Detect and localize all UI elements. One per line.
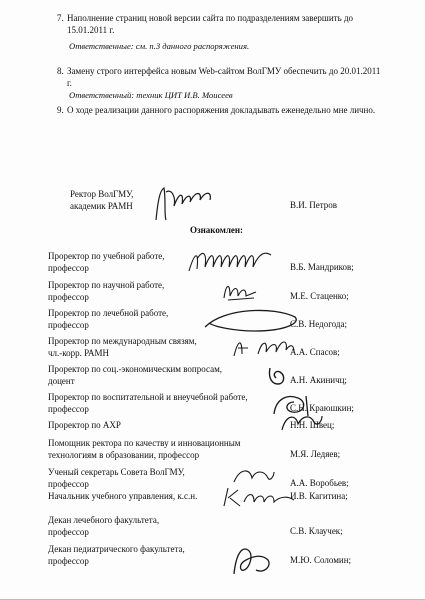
item-8 <box>57 66 397 90</box>
signatory-name: М.Я. Ледяев; <box>290 449 341 459</box>
item-text: Наполнение страниц новой версии сайта по подразделениям завершить до 15.01.2011 г. <box>67 13 354 35</box>
signatory-role: Проректор по научной работе, <box>48 280 165 290</box>
signatory-role: Проректор по АХР <box>48 420 121 430</box>
rector-signature-icon <box>150 180 220 226</box>
rector-line2: академик РАМН <box>70 200 133 211</box>
signature-icon <box>276 410 326 434</box>
item-number: 8. <box>57 66 64 76</box>
signature-icon <box>185 245 275 275</box>
signatory-name: А.Н. Акиничц; <box>290 375 347 385</box>
item-text: О ходе реализации данного распоряжения докладывать еженедельно мне лично. <box>67 105 376 115</box>
signatory-name: А.А. Спасов; <box>290 347 340 357</box>
signatory-name: В.Б. Мандриков; <box>290 262 354 272</box>
rector-line1: Ректор ВолГМУ, <box>70 189 134 199</box>
signatory-role: Декан лечебного факультета, <box>48 515 160 525</box>
signatory-name: А.А. Воробьев; <box>290 478 349 488</box>
item-9 <box>57 105 397 129</box>
rector-name: В.И. Петров <box>290 200 338 210</box>
signatory-degree: профессор <box>48 526 89 537</box>
signatory-degree: доцент <box>48 375 75 386</box>
signatory-role: Проректор по соц.-экономическим вопросам, <box>48 364 223 374</box>
signatory-role: Проректор по воспитательной и внеучебной работе, <box>48 392 248 402</box>
item-number: 7. <box>57 13 64 23</box>
signatory-degree: профессор <box>48 291 89 302</box>
signature-icon <box>218 482 298 512</box>
item-7 <box>57 13 397 37</box>
signatory-degree: технологиям в образовании, профессор <box>48 449 200 460</box>
signatory-name: С.Н. Краюшкин; <box>290 403 354 413</box>
signatory-degree: профессор <box>48 319 89 330</box>
signature-icon <box>228 540 274 580</box>
signature-icon <box>228 330 298 362</box>
signatory-degree: профессор <box>48 555 89 566</box>
signatory-degree: профессор <box>48 403 89 414</box>
item-text: Замену строго интерфейса новым Web-сайтом ВолГМУ обеспечить до 20.01.2011 г. <box>67 66 381 88</box>
signature-icon <box>264 364 290 388</box>
signatory-name: С.В. Клаучек; <box>290 526 343 536</box>
signatory-role: Проректор по международным связям, <box>48 336 197 346</box>
signatory-name: М.Е. Стаценко; <box>290 291 349 301</box>
item-number: 9. <box>57 105 64 115</box>
signatory-role: Начальник учебного управления, к.с.н. <box>48 491 198 501</box>
signatory-name: Н.Н. Швец; <box>290 420 335 430</box>
signatory-role: Проректор по учебной работе, <box>48 251 165 261</box>
item-7-responsible: Ответственные: см. п.3 данного распоряжения. <box>69 41 250 51</box>
signatory-role: Ученый секретарь Совета ВолГМУ, <box>48 467 185 477</box>
signatory-degree: профессор <box>48 262 89 273</box>
rector-title <box>70 189 133 212</box>
signatory-name: С.В. Недогода; <box>290 319 347 329</box>
signatory-role: Декан педиатрического факультета, <box>48 544 185 554</box>
signatory-degree: чл.-корр. РАМН <box>48 347 110 358</box>
signatory-degree: профессор <box>48 478 89 489</box>
signatory-role: Проректор по лечебной работе, <box>48 308 169 318</box>
acknowledged-heading: Ознакомлен: <box>190 225 244 235</box>
item-8-responsible: Ответственный: техник ЦИТ И.В. Моисеев <box>69 90 233 100</box>
signatory-name: М.Ю. Соломин; <box>290 555 352 565</box>
signatory-role: Помощник ректора по качеству и инновационным <box>48 438 241 448</box>
signatory-name: И.В. Кагитина; <box>290 491 348 501</box>
signature-icon <box>220 278 260 302</box>
